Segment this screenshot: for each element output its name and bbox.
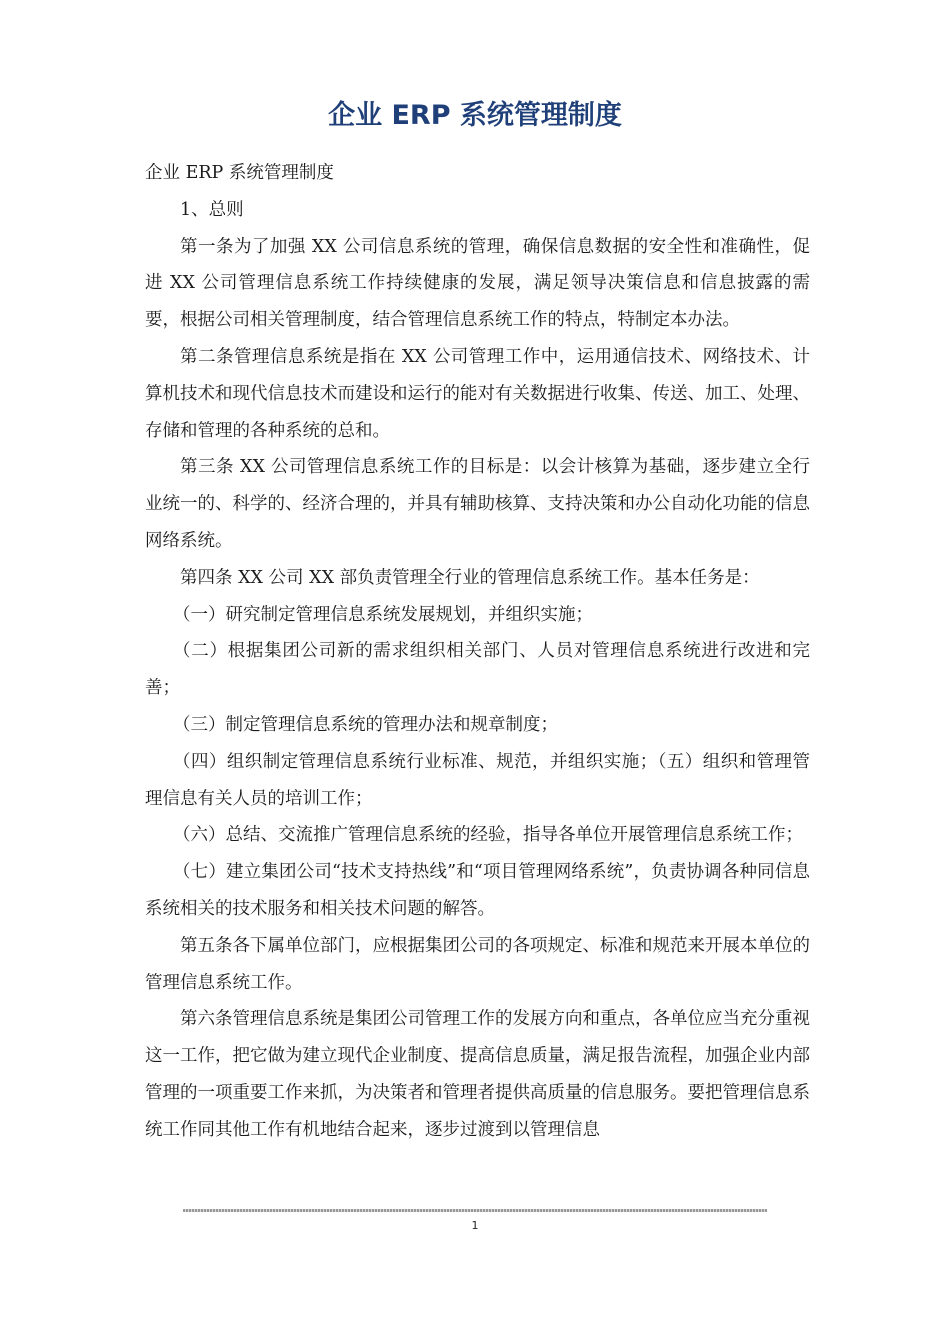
paragraph-section-heading: 1、总则 (180, 199, 244, 220)
paragraph-task-2: （二）根据集团公司新的需求组织相关部门、人员对管理信息系统进行改进和完善； (145, 641, 810, 699)
paragraph-task-4-5: （四）组织制定管理信息系统行业标准、规范，并组织实施；（五）组织和管理管理信息有关人员的培训工作； (145, 751, 810, 809)
paragraph-subtitle: 企业 ERP 系统管理制度 (145, 163, 334, 183)
paragraph-article-5: 第五条各下属单位部门，应根据集团公司的各项规定、标准和规范来开展本单位的管理信息系统工作。 (145, 935, 810, 993)
footer-divider (183, 1209, 767, 1212)
paragraph-task-1: （一）研究制定管理信息系统发展规划，并组织实施； (173, 604, 593, 625)
document-body (145, 155, 810, 1149)
page-number: 1 (471, 1219, 479, 1232)
paragraph-article-3: 第三条 XX 公司管理信息系统工作的目标是：以会计核算为基础，逐步建立全行业统一的、科学的、经济合理的，并具有辅助核算、支持决策和办公自动化功能的信息网络系统。 (145, 457, 810, 551)
paragraph-task-6: （六）总结、交流推广管理信息系统的经验，指导各单位开展管理信息系统工作； (173, 825, 803, 846)
paragraph-task-3: （三）制定管理信息系统的管理办法和规章制度； (173, 714, 558, 735)
paragraph-article-6: 第六条管理信息系统是集团公司管理工作的发展方向和重点，各单位应当充分重视这一工作，把它做为建立现代企业制度、提高信息质量，满足报告流程，加强企业内部管理的一项重要工作来抓，为决策者和管理者提供高质量的信息服务。要把管理信息系统工作同其他工作有机地结合起来，逐步过渡到以管理信息 (145, 1009, 810, 1140)
document-title: 企业 ERP 系统管理制度 (328, 100, 622, 131)
paragraph-article-1: 第一条为了加强 XX 公司信息系统的管理，确保信息数据的安全性和准确性，促进 XX 公司管理信息系统工作持续健康的发展，满足领导决策信息和信息披露的需要，根据公司相关管理制度，结合管理信息系统工作的特点，特制定本办法。 (145, 236, 810, 331)
paragraph-task-7: （七）建立集团公司“技术支持热线”和“项目管理网络系统”，负责协调各种同信息系统相关的技术服务和相关技术问题的解答。 (145, 862, 810, 919)
paragraph-article-2: 第二条管理信息系统是指在 XX 公司管理工作中，运用通信技术、网络技术、计算机技术和现代信息技术而建设和运行的能对有关数据进行收集、传送、加工、处理、存储和管理的各种系统的总和。 (145, 346, 810, 441)
paragraph-article-4: 第四条 XX 公司 XX 部负责管理全行业的管理信息系统工作。基本任务是： (180, 567, 760, 588)
